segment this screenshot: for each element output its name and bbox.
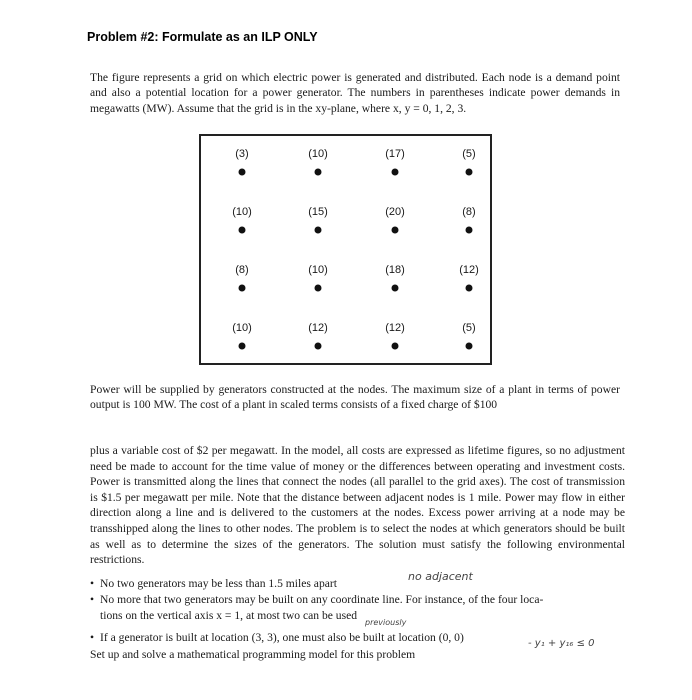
bullet-3: • If a generator is built at location (3, 3), one must also be built at location (0, 0) <box>90 631 464 644</box>
cost-paragraph: plus a variable cost of $2 per megawatt. In the model, all costs are expressed as lifetime figures, so no adjustment need be made to account for the time value of money or the differences between operating and investment costs. Power is transmitted along the lines that connect the nodes (all parallel to the grid axes). The cost of transmission is $1.5 per megawatt per mile. Note that the distance between adjacent nodes is 1 mile. Power may flow in either direction along a line and is delivered to the customers at the nodes. Excess power arriving at a node may be transshipped along the lines to other nodes. The problem is to select the nodes at which generators should be built as well as to determine the sizes of the generators. The solution must satisfy the following environmental restrictions. <box>90 444 625 567</box>
handnote-previously: previously <box>365 618 407 627</box>
node-label-r3-c2: (12) <box>385 322 405 334</box>
node-dot-r0-c0 <box>239 169 246 176</box>
node-dot-r0-c3 <box>466 169 473 176</box>
bullet-1: • No two generators may be less than 1.5 miles apart <box>90 577 337 590</box>
node-label-r1-c3: (8) <box>462 206 476 218</box>
node-dot-r2-c1 <box>315 285 322 292</box>
node-label-r0-c0: (3) <box>235 148 249 160</box>
node-dot-r2-c2 <box>392 285 399 292</box>
problem-title: Problem #2: Formulate as an ILP ONLY <box>87 30 318 44</box>
node-label-r0-c1: (10) <box>308 148 328 160</box>
supply-paragraph: Power will be supplied by generators constructed at the nodes. The maximum size of a plant in terms of power output is 100 MW. The cost of a plant in scaled terms consists of a fixed charge of $100 <box>90 383 620 412</box>
handnote-constraint: - y₁ + y₁₆ ≤ 0 <box>528 638 595 649</box>
node-label-r2-c0: (8) <box>235 264 249 276</box>
closing-line <box>90 647 415 663</box>
node-dot-r2-c3 <box>466 285 473 292</box>
bullet-2: • No more that two generators may be built on any coordinate line. For instance, of the four loca- <box>90 593 544 606</box>
bullet-1-text: No two generators may be less than 1.5 miles apart <box>100 577 337 590</box>
node-label-r0-c2: (17) <box>385 148 405 160</box>
node-dot-r0-c2 <box>392 169 399 176</box>
node-dot-r3-c3 <box>466 343 473 350</box>
bullet-3-text: If a generator is built at location (3, 3), one must also be built at location (0, 0) <box>100 631 464 644</box>
intro-paragraph: The figure represents a grid on which electric power is generated and distributed. Each node is a demand point and also a potential location for a power generator. The numbers in parentheses indicate power demands in megawatts (MW). Assume that the grid is in the xy-plane, where x, y = 0, 1, 2, 3. <box>90 71 620 115</box>
node-dot-r1-c3 <box>466 227 473 234</box>
bullet-2-text: No more that two generators may be built on any coordinate line. For instance, of the four loca- <box>100 593 544 606</box>
node-label-r3-c3: (5) <box>462 322 476 334</box>
node-dot-r3-c0 <box>239 343 246 350</box>
bullet-2b-text: tions on the vertical axis x = 1, at most two can be used <box>100 609 358 622</box>
node-label-r1-c1: (15) <box>308 206 328 218</box>
node-label-r2-c3: (12) <box>459 264 479 276</box>
node-dot-r3-c1 <box>315 343 322 350</box>
node-dot-r2-c0 <box>239 285 246 292</box>
node-dot-r1-c1 <box>315 227 322 234</box>
power-grid-figure <box>199 134 492 365</box>
closing-text: Set up and solve a mathematical programming model for this problem <box>90 648 416 661</box>
node-dot-r3-c2 <box>392 343 399 350</box>
bullet-2-continued <box>100 608 357 624</box>
node-label-r1-c0: (10) <box>232 206 252 218</box>
node-label-r1-c2: (20) <box>385 206 405 218</box>
node-dot-r1-c2 <box>392 227 399 234</box>
handnote-no-adjacent: no adjacent <box>408 570 473 583</box>
node-label-r2-c2: (18) <box>385 264 405 276</box>
node-label-r3-c1: (12) <box>308 322 328 334</box>
node-dot-r0-c1 <box>315 169 322 176</box>
node-label-r2-c1: (10) <box>308 264 328 276</box>
node-label-r3-c0: (10) <box>232 322 252 334</box>
node-label-r0-c3: (5) <box>462 148 476 160</box>
node-dot-r1-c0 <box>239 227 246 234</box>
